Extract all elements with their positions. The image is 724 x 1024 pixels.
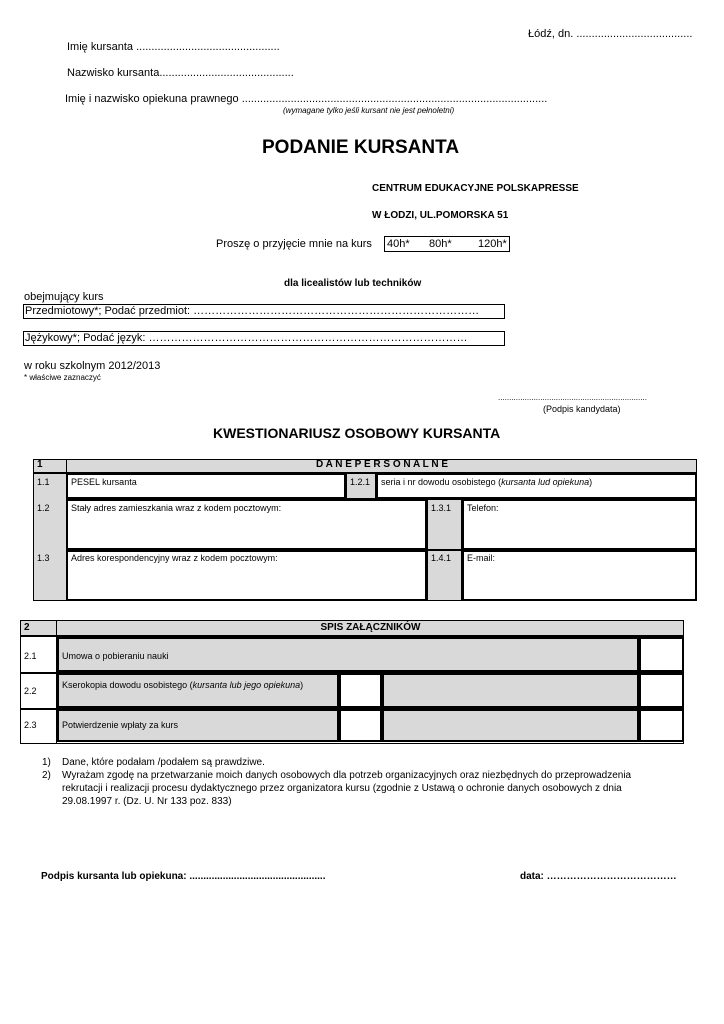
school-year: w roku szkolnym 2012/2013 [24, 360, 161, 372]
section2-num: 2 [24, 622, 30, 633]
place-date-line[interactable]: Łódź, dn. ...................................... [528, 28, 693, 40]
statement-2-line-1: Wyrażam zgodę na przetwarzanie moich danych osobowych dla potrzeb organizacyjnych oraz niezbędnych do przeprowadzenia [62, 770, 632, 781]
questionnaire-title: KWESTIONARIUSZ OSOBOWY KURSANTA [213, 425, 501, 441]
attachment-2-1-checkbox[interactable] [639, 637, 684, 672]
attachment-2-2-cell [57, 673, 339, 708]
course-hours-box [384, 236, 510, 252]
attachment-2-3-label: Potwierdzenie wpłaty za kurs [62, 720, 179, 730]
statement-1-text: Dane, które podałam /podałem są prawdziwe. [62, 757, 265, 768]
attachment-2-3-blank [382, 709, 639, 742]
section1-title: D A N E P E R S O N A L N E [315, 459, 449, 470]
language-field[interactable] [23, 331, 505, 346]
audience-text: dla licealistów lub techników [284, 278, 422, 289]
footnote: * właściwe zaznaczyć [24, 373, 101, 382]
recipient-line-2: W ŁODZI, UL.POMORSKA 51 [372, 210, 509, 221]
footer-date[interactable]: data: ………………………………… [520, 871, 677, 882]
section1-num: 1 [37, 459, 43, 470]
attachment-2-2-label: Kserokopia dowodu osobistego (kursanta lub jego opiekuna) [62, 680, 304, 690]
statement-2-line-2: rekrutacji i realizacji procesu dydaktycznego przez organizatora kursu (zgodnie z Ustawą o ochronie danych osobowych z dnia [62, 783, 622, 794]
option-40h[interactable]: 40h* [387, 238, 410, 250]
row-1-2-num: 1.2 [37, 503, 50, 513]
signature-label: (Podpis kandydata) [543, 404, 621, 414]
row-1-1-num: 1.1 [37, 477, 50, 487]
attachment-2-2-blank [382, 673, 639, 708]
guardian-line[interactable]: Imię i nazwisko opiekuna prawnego .................................................................................................... [65, 93, 548, 105]
row-2-3-num: 2.3 [24, 720, 37, 730]
attachment-2-2-checkbox[interactable] [339, 673, 382, 708]
language-label: Jężykowy*; Podać język: …………………………………………………………………………… [25, 332, 468, 344]
subject-field[interactable] [23, 304, 505, 319]
last-name-line[interactable]: Nazwisko kursanta............................................ [67, 67, 294, 79]
signature-line[interactable]: ................................................................... [498, 393, 647, 402]
pesel-label: PESEL kursanta [71, 477, 137, 487]
attachment-2-2-checkbox-2[interactable] [639, 673, 684, 708]
attachment-2-3-checkbox[interactable] [339, 709, 382, 742]
attachment-2-1-label: Umowa o pobieraniu nauki [62, 651, 169, 661]
phone-label: Telefon: [467, 503, 499, 513]
email-field[interactable] [462, 550, 697, 601]
row-2-2-num: 2.2 [24, 686, 37, 696]
guardian-note: (wymagane tylko jeśli kursant nie jest pełnoletni) [283, 106, 455, 115]
page-title: PODANIE KURSANTA [262, 137, 460, 158]
first-name-line[interactable]: Imię kursanta ............................................... [67, 41, 280, 53]
row-1-4-1-num: 1.4.1 [431, 553, 452, 563]
row-1-2-1-num: 1.2.1 [350, 477, 371, 487]
statement-2-num: 2) [42, 770, 51, 781]
statement-1-num: 1) [42, 757, 51, 768]
email-label: E-mail: [467, 553, 496, 563]
covering-text: obejmujący kurs [24, 291, 104, 303]
row-1-3-num: 1.3 [37, 553, 50, 563]
statement-2-line-3: 29.08.1997 r. (Dz. U. Nr 133 poz. 833) [62, 796, 232, 807]
option-80h[interactable]: 80h* [429, 238, 452, 250]
attachment-2-3-checkbox-2[interactable] [639, 709, 684, 742]
footer-signature[interactable]: Podpis kursanta lub opiekuna: ................................................. [41, 871, 326, 882]
request-text: Proszę o przyjęcie mnie na kurs [216, 238, 372, 250]
id-number-label: seria i nr dowodu osobistego (kursanta lud opiekuna) [381, 477, 593, 487]
subject-label: Przedmiotowy*; Podać przedmiot: …………………………………………………………………… [25, 305, 480, 317]
recipient-line-1: CENTRUM EDUKACYJNE POLSKAPRESSE [372, 183, 579, 194]
header-divider [66, 459, 67, 473]
mailing-address-label: Adres korespondencyjny wraz z kodem pocztowym: [71, 553, 278, 563]
num-column [33, 473, 67, 601]
option-120h[interactable]: 120h* [478, 238, 507, 250]
section2-title: SPIS ZAŁĄCZNIKÓW [320, 622, 421, 633]
row-1-3-1-num: 1.3.1 [431, 503, 452, 513]
row-2-1-num: 2.1 [24, 651, 37, 661]
permanent-address-label: Stały adres zamieszkania wraz z kodem pocztowym: [71, 503, 282, 513]
